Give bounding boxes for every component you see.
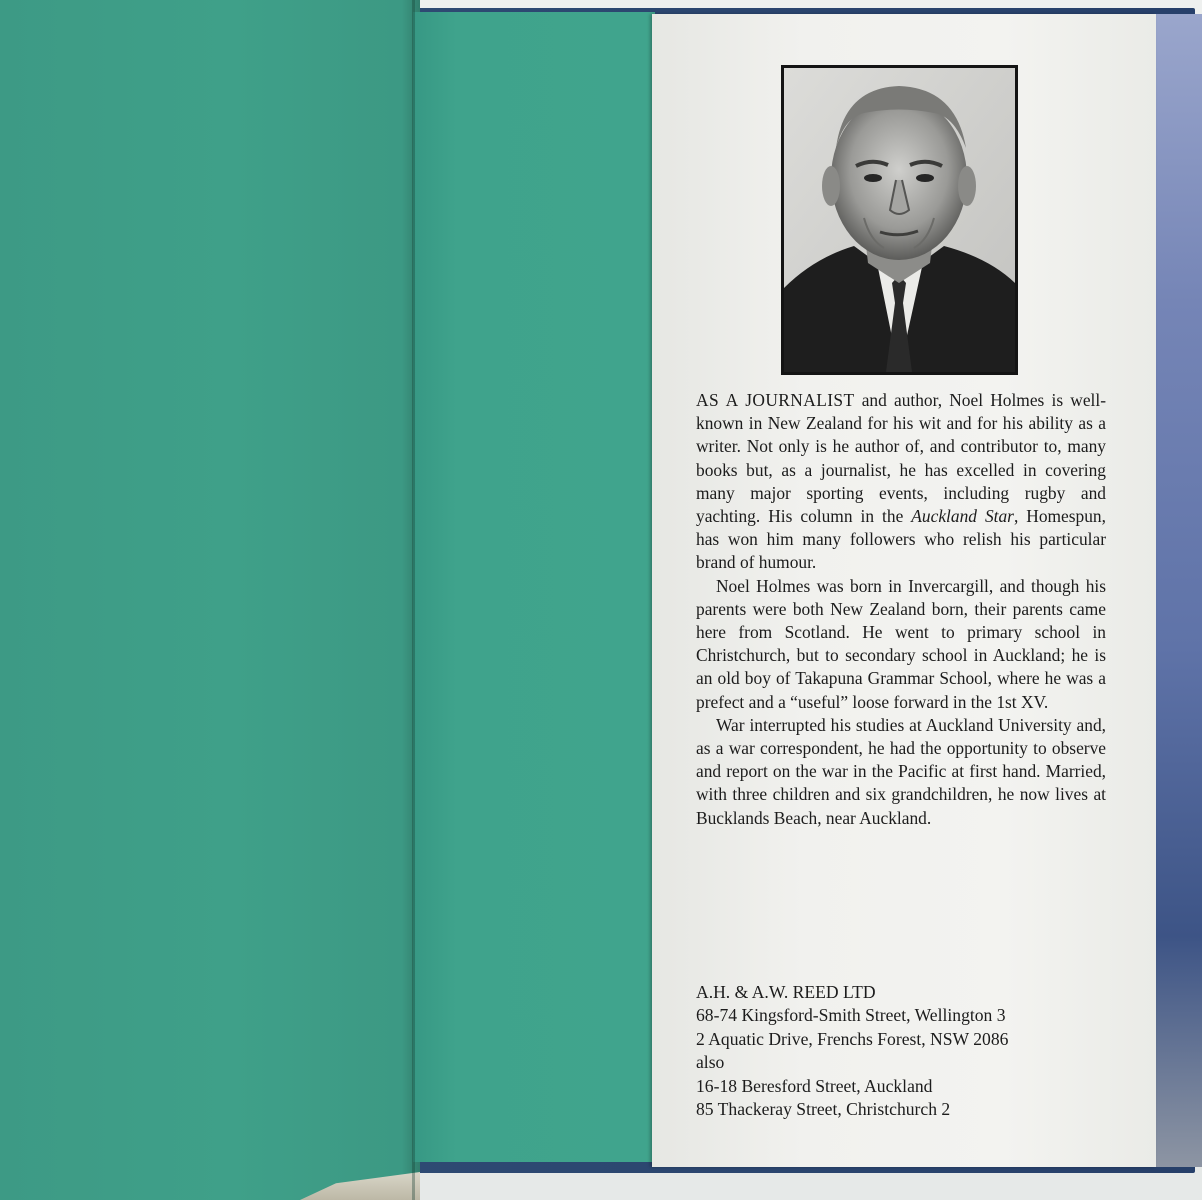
publisher-address-line: 16-18 Beresford Street, Auckland [696,1075,933,1096]
publisher-address-line: also [696,1052,725,1073]
newspaper-title: Auckland Star [911,506,1014,527]
right-endpaper [413,12,655,1162]
bio-paragraph-1-text: and author, Noel Holmes is well-known in New Zealand for his wit and for his ability as a writer. Not only is he author of, and contributor to, many books but, as a journalist, he has excelled in covering many major sporting events, including rugby and yachting. His column in the [696,390,1106,527]
author-portrait [781,65,1018,375]
author-portrait-drawing [784,68,1015,372]
publisher-address-line: 85 Thackeray Street, Christchurch 2 [696,1099,951,1120]
publisher-address-line: 2 Aquatic Drive, Frenchs Forest, NSW 2086 [696,1028,1009,1049]
publisher-address-line: 68-74 Kingsford-Smith Street, Wellington 3 [696,1005,1006,1026]
jacket-front-cover [1154,14,1202,1167]
bio-paragraph-1 [696,389,1106,575]
publisher-imprint [696,981,1116,1121]
publisher-name: A.H. & A.W. REED LTD [696,982,876,1002]
author-biography [696,389,1106,830]
bio-paragraph-1-end: , Homespun, has won him many followers who relish his particular brand of humour. [696,506,1106,573]
bio-paragraph-2: Noel Holmes was born in Invercargill, and though his parents were both New Zealand born, their parents came here from Scotland. He went to primary school in Christchurch, but to secondary school in Auckland; he is an old boy of Takapuna Grammar School, where he was a prefect and a “useful” loose forward in the 1st XV. [696,575,1106,712]
gutter-line [412,0,415,1200]
bio-paragraph-3: War interrupted his studies at Auckland University and, as a war correspondent, he had the opportunity to observe and report on the war in the Pacific at first hand. Married, with three children and six grandchildren, he now lives at Bucklands Beach, near Auckland. [696,714,1106,828]
page-edge [300,1172,420,1200]
left-endpaper [0,0,420,1200]
bio-lead: AS A JOURNALIST [696,390,855,410]
